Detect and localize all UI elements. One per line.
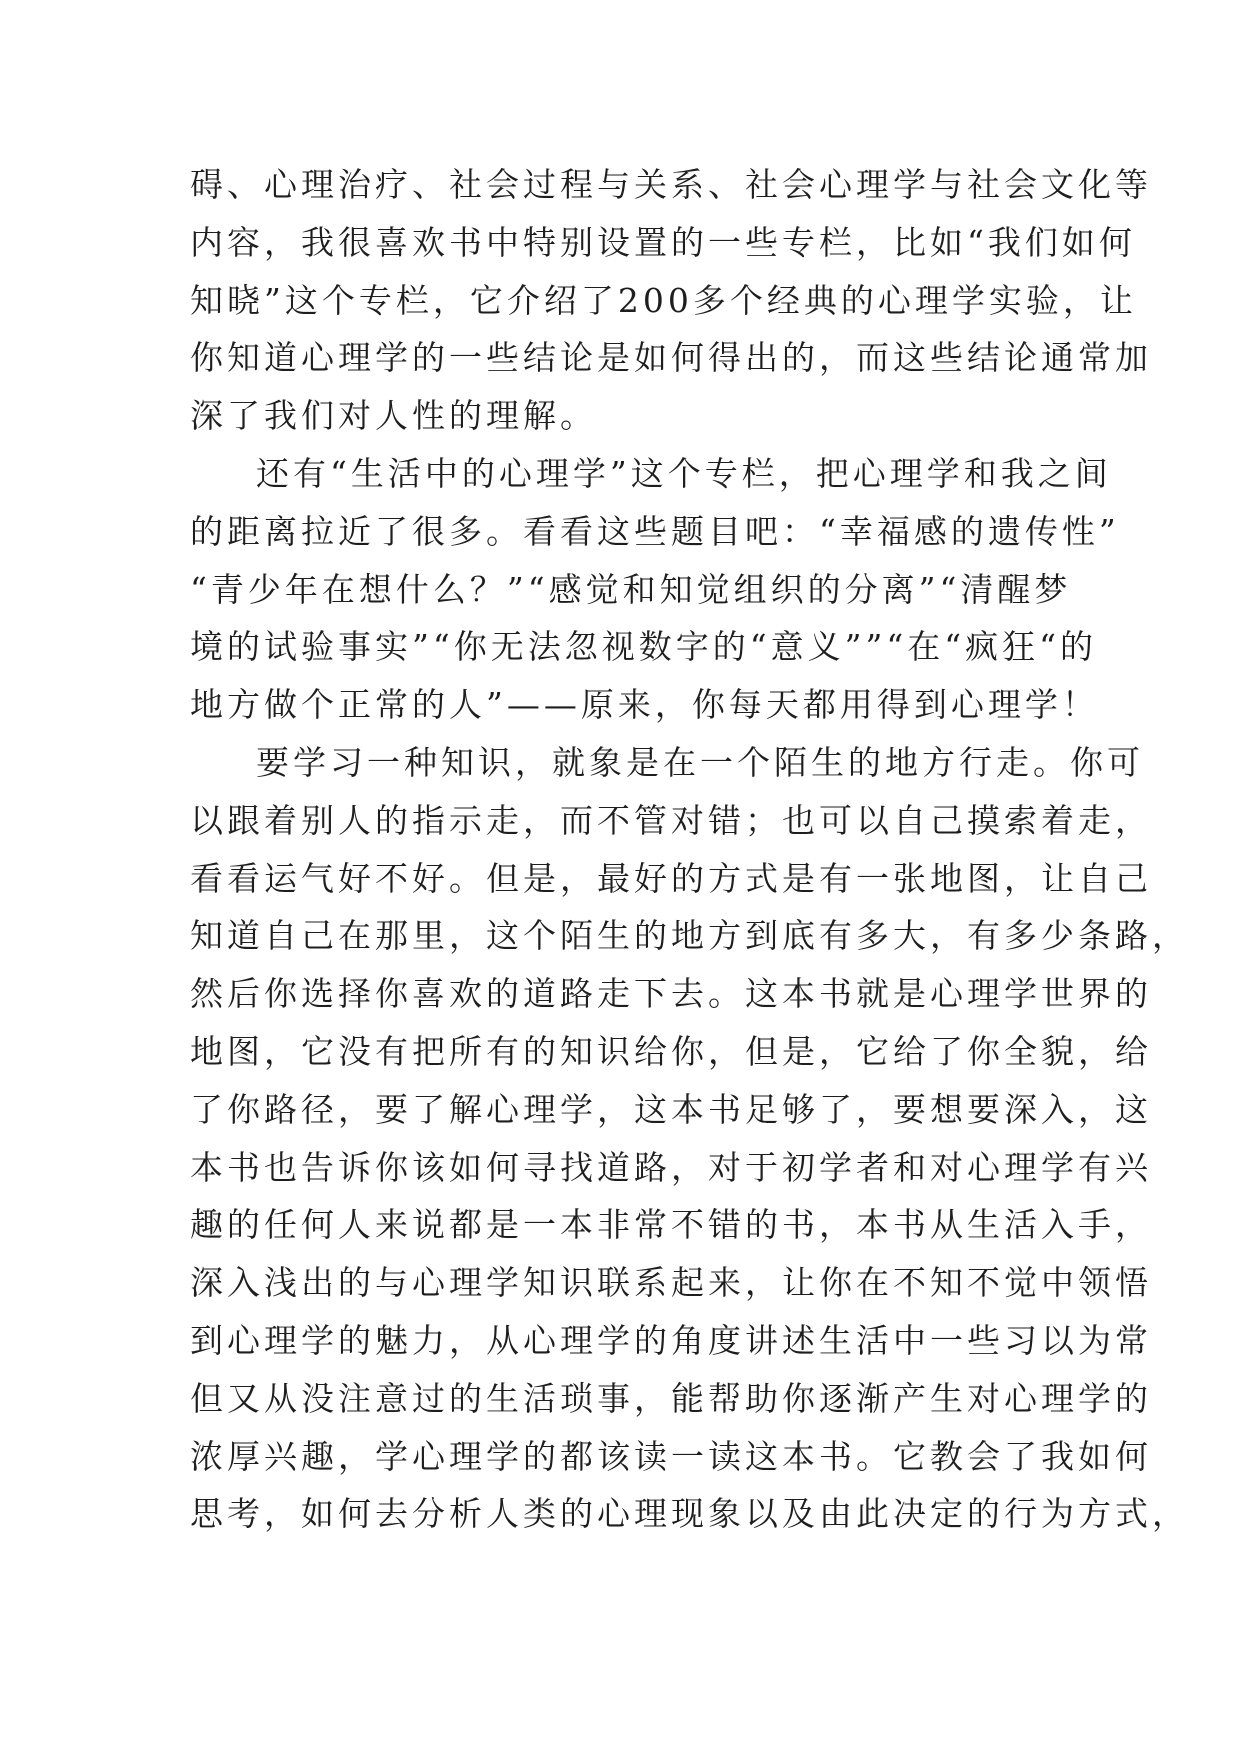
- text-line: 到心理学的魅力，从心理学的角度讲述生活中一些习以为常: [190, 1320, 1152, 1360]
- paragraph-2: [190, 445, 1120, 734]
- text-line: 本书也告诉你该如何寻找道路，对于初学者和对心理学有兴: [190, 1147, 1152, 1187]
- text-line: 知道自己在那里，这个陌生的地方到底有多大，有多少条路，: [190, 916, 1189, 956]
- text-line: 但又从没注意过的生活琐事，能帮助你逐渐产生对心理学的: [190, 1378, 1152, 1418]
- paragraph-1: [190, 156, 1152, 445]
- text-line: 深入浅出的与心理学知识联系起来，让你在不知不觉中领悟: [190, 1263, 1152, 1303]
- text-line: 要学习一种知识，就象是在一个陌生的地方行走。你可: [256, 742, 1144, 782]
- text-line: 碍、心理治疗、社会过程与关系、社会心理学与社会文化等: [190, 165, 1152, 204]
- text-line: 浓厚兴趣，学心理学的都该读一读这本书。它教会了我如何: [190, 1436, 1152, 1476]
- text-line: 然后你选择你喜欢的道路走下去。这本书就是心理学世界的: [190, 974, 1152, 1014]
- text-line: 的距离拉近了很多。看看这些题目吧：“幸福感的遗传性”: [190, 511, 1120, 551]
- text-line: 境的试验事实”“你无法忽视数字的“意义””“在“疯狂“的: [190, 627, 1097, 667]
- text-line: 知晓”这个专栏，它介绍了200多个经典的心理学实验，让: [190, 280, 1137, 320]
- text-line: “青少年在想什么？”“感觉和知觉组织的分离”“清醒梦: [190, 569, 1072, 609]
- text-line: 看看运气好不好。但是，最好的方式是有一张地图，让自己: [190, 858, 1152, 898]
- text-line: 地方做个正常的人”——原来，你每天都用得到心理学！: [190, 685, 1099, 725]
- body-text: [190, 156, 1189, 1543]
- text-line: 地图，它没有把所有的知识给你，但是，它给了你全貌，给: [190, 1031, 1152, 1071]
- text-line: 还有“生活中的心理学”这个专栏，把心理学和我之间: [256, 453, 1112, 493]
- text-line: 内容，我很喜欢书中特别设置的一些专栏，比如“我们如何: [190, 222, 1136, 262]
- text-line: 你知道心理学的一些结论是如何得出的，而这些结论通常加: [190, 338, 1152, 378]
- text-line: 趣的任何人来说都是一本非常不错的书，本书从生活入手，: [190, 1205, 1152, 1245]
- text-line: 了你路径，要了解心理学，这本书足够了，要想要深入，这: [190, 1089, 1152, 1129]
- text-line: 深了我们对人性的理解。: [190, 396, 597, 436]
- paragraph-3: [190, 734, 1189, 1543]
- text-line: 思考，如何去分析人类的心理现象以及由此决定的行为方式，: [190, 1494, 1189, 1534]
- text-line: 以跟着别人的指示走，而不管对错；也可以自己摸索着走，: [190, 800, 1152, 840]
